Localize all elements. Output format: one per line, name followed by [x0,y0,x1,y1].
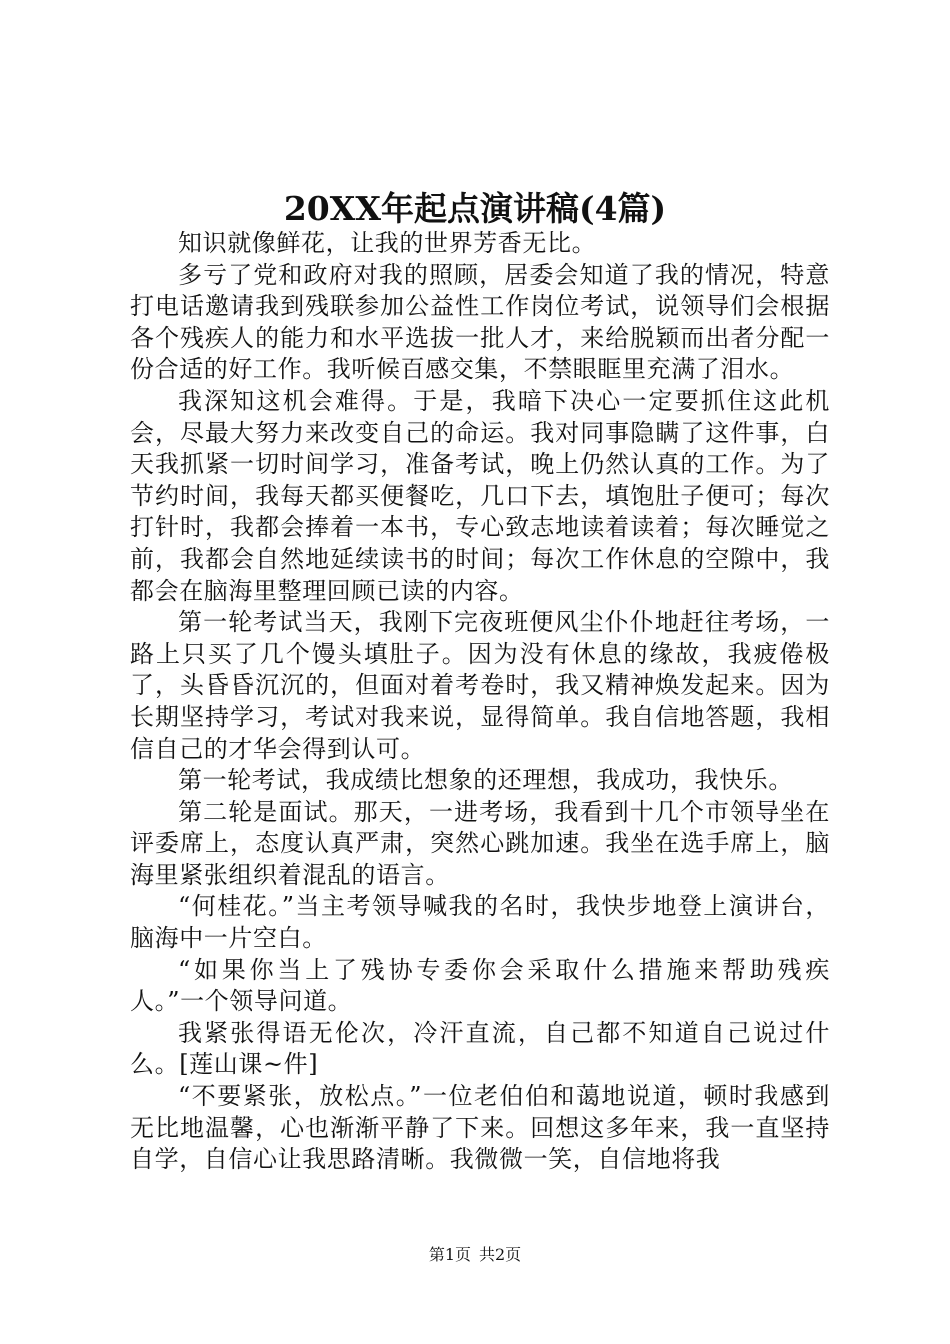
document-body [130,228,830,1176]
paragraph: “如果你当上了残协专委你会采取什么措施来帮助残疾人。”一个领导问道。 [130,955,830,1016]
paragraph: 第二轮是面试。那天，一进考场，我看到十几个市领导坐在评委席上，态度认真严肃，突然心跳加速。我坐在选手席上，脑海里紧张组织着混乱的语言。 [130,797,830,889]
page-number: 第1页 [428,1245,471,1264]
document-title: 20XX年起点演讲稿(4篇) [283,189,667,228]
paragraph: “不要紧张，放松点。”一位老伯伯和蔼地说道，顿时我感到无比地温馨，心也渐渐平静了下来。回想这多年来，我一直坚持自学，自信心让我思路清晰。我微微一笑，自信地将我 [130,1082,830,1174]
paragraph: 我紧张得语无伦次，冷汗直流，自己都不知道自己说过什么。[莲山课~件] [130,1018,830,1079]
page-total: 共2页 [479,1245,522,1264]
paragraph: “何桂花。”当主考领导喊我的名时，我快步地登上演讲台，脑海中一片空白。 [130,892,830,953]
paragraph: 第一轮考试当天，我刚下完夜班便风尘仆仆地赶往考场，一路上只买了几个馒头填肚子。因为没有休息的缘故，我疲倦极了，头昏昏沉沉的，但面对着考卷时，我又精神焕发起来。因为长期坚持学习，考试对我来说，显得简单。我自信地答题，我相信自己的才华会得到认可。 [130,608,830,763]
paragraph: 第一轮考试，我成绩比想象的还理想，我成功，我快乐。 [178,766,793,795]
paragraph: 多亏了党和政府对我的照顾，居委会知道了我的情况，特意打电话邀请我到残联参加公益性工作岗位考试，说领导们会根据各个残疾人的能力和水平选拔一批人才，来给脱颖而出者分配一份合适的好工作。我听候百感交集，不禁眼眶里充满了泪水。 [130,260,830,384]
paragraph: 知识就像鲜花，让我的世界芳香无比。 [178,229,597,257]
paragraph: 我深知这机会难得。于是，我暗下决心一定要抓住这此机会，尽最大努力来改变自己的命运。我对同事隐瞒了这件事，白天我抓紧一切时间学习，准备考试，晚上仍然认真的工作。为了节约时间，我每天都买便餐吃，几口下去，填饱肚子便可；每次打针时，我都会捧着一本书，专心致志地读着读着；每次睡觉之前，我都会自然地延续读书的时间；每次工作休息的空隙中，我都会在脑海里整理回顾已读的内容。 [130,386,830,605]
page-footer [0,1244,950,1266]
